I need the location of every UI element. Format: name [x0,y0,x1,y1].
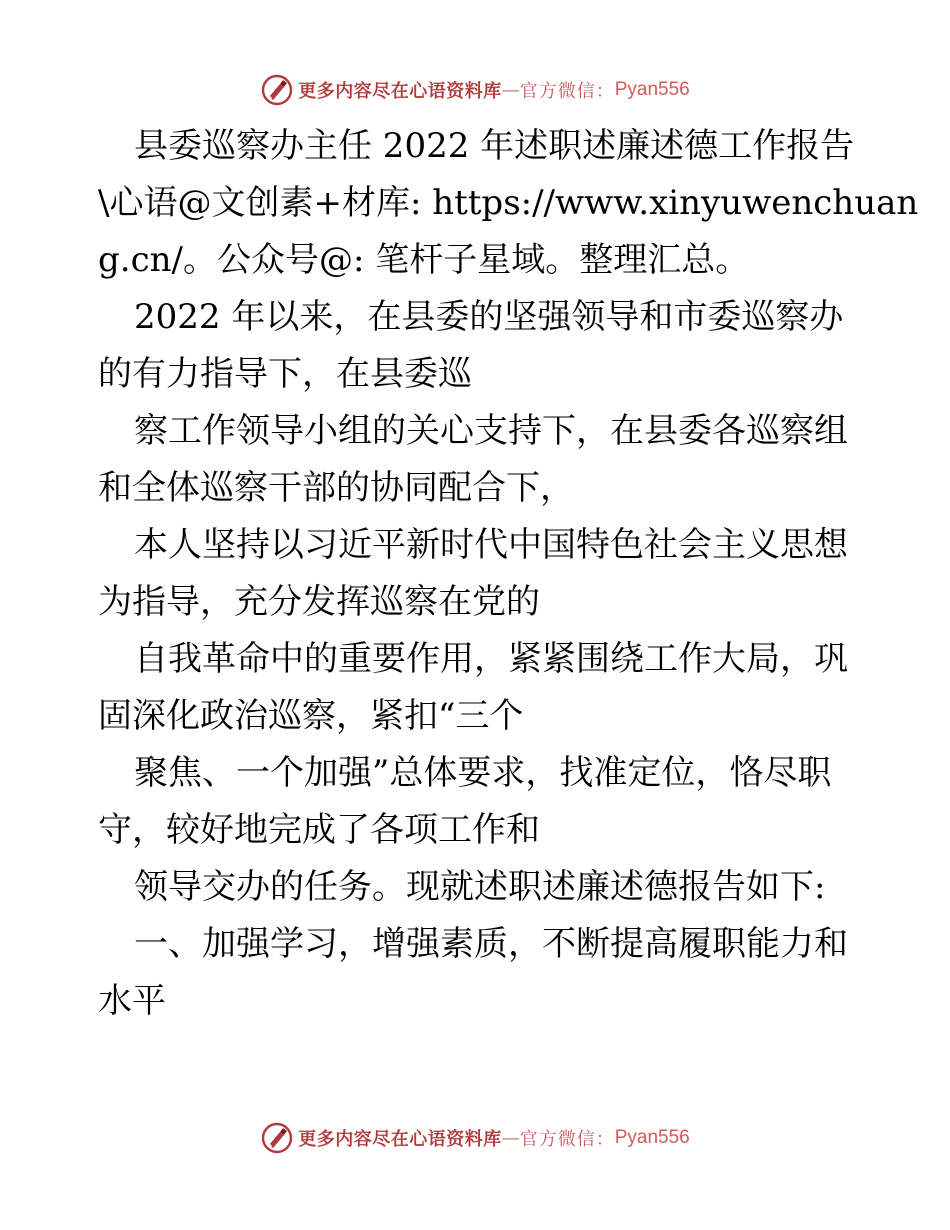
banner-lead-text: 更多内容尽在心语资料库 [298,81,502,102]
banner-lead-text: 更多内容尽在心语资料库 [298,1129,502,1150]
paragraph [98,118,919,289]
banner-wechat-label: 官方微信： [519,81,615,102]
banner-wechat-label: 官方微信： [519,1129,615,1150]
banner-separator: — [501,79,520,101]
header-banner[interactable] [0,72,950,108]
text-line: 领导交办的任务。现就述职述廉述德报告如下: [134,867,826,907]
banner-wechat-handle[interactable]: Pyan556 [614,1127,690,1148]
text-line: g.cn/。公众号@: 笔杆子星域。整理汇总。 [98,240,750,280]
text-line: 和全体巡察干部的协同配合下， [98,468,574,508]
paragraph [98,403,858,517]
text-line: 守，较好地完成了各项工作和 [98,810,540,850]
paragraph [98,745,858,859]
text-line: 为指导，充分发挥巡察在党的 [98,582,540,622]
pen-logo-icon [260,1121,294,1155]
text-line: 固深化政治巡察，紧扣“三个 [98,696,524,736]
text-line: 县委巡察办主任 2022 年述职述廉述德工作报告 [134,126,855,166]
paragraph [98,517,858,631]
paragraph [98,631,858,745]
text-line: 2022 年以来，在县委的坚强领导和市委巡察办 [134,297,844,337]
paragraph [98,916,858,1030]
paragraph [98,289,858,403]
text-line: 察工作领导小组的关心支持下，在县委各巡察组 [134,411,848,451]
banner-separator: — [501,1127,520,1149]
footer-banner[interactable] [0,1120,950,1156]
paragraph [98,859,858,916]
document-body [98,118,919,1030]
text-line: 聚焦、一个加强”总体要求，找准定位，恪尽职 [134,753,832,793]
text-line: \心语@文创素+材库: https://www.xinyuwenchuan [98,183,919,223]
pen-logo-icon [260,73,294,107]
text-line: 的有力指导下，在县委巡 [98,354,472,394]
text-line: 一、加强学习，增强素质，不断提高履职能力和 [134,924,848,964]
text-line: 自我革命中的重要作用，紧紧围绕工作大局，巩 [134,639,848,679]
banner-wechat-handle[interactable]: Pyan556 [614,79,690,100]
text-line: 本人坚持以习近平新时代中国特色社会主义思想 [134,525,848,565]
text-line: 水平 [98,981,166,1021]
